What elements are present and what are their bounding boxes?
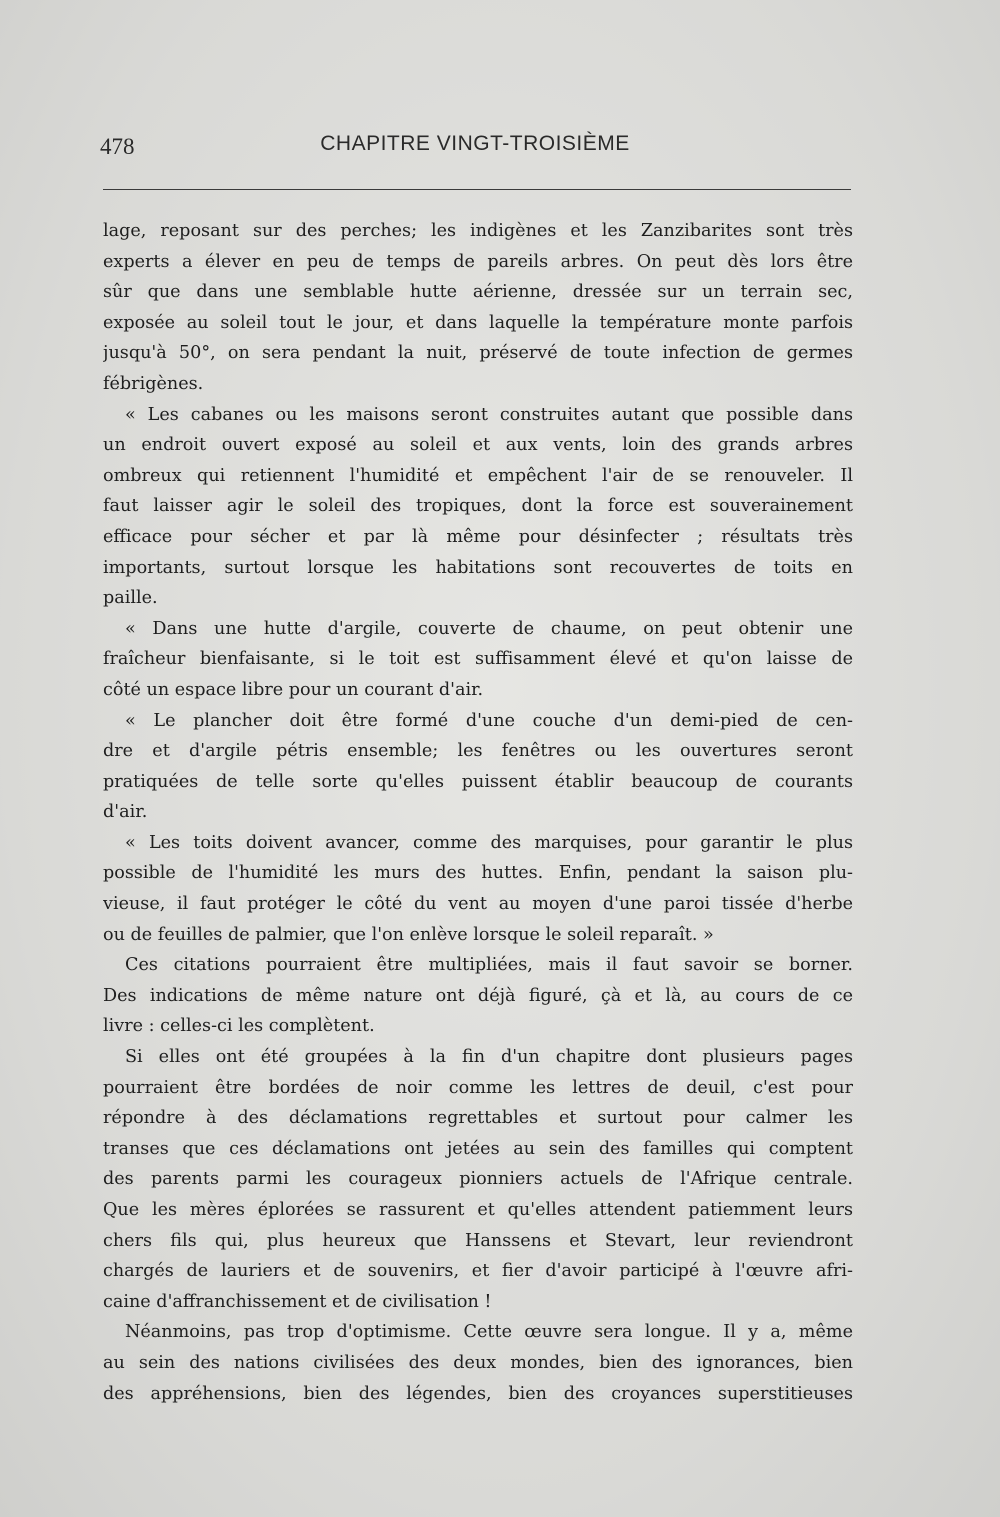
text-line: ou de feuilles de palmier, que l'on enlève lorsque le soleil reparaît. » (103, 924, 714, 945)
text-line: dre et d'argile pétris ensemble; les fenêtres ou les ouvertures seront (103, 741, 853, 762)
text-line: fraîcheur bienfaisante, si le toit est suffisamment élevé et qu'on laisse de (103, 649, 853, 670)
text-line: pratiquées de telle sorte qu'elles puissent établir beaucoup de courants (103, 771, 853, 792)
text-line: Si elles ont été groupées à la fin d'un chapitre dont plusieurs pages (125, 1047, 853, 1068)
text-line: Néanmoins, pas trop d'optimisme. Cette œuvre sera longue. Il y a, même (125, 1322, 853, 1343)
text-line: « Les toits doivent avancer, comme des marquises, pour garantir le plus (125, 832, 853, 853)
text-line: Que les mères éplorées se rassurent et qu'elles attendent patiemment leurs (103, 1200, 853, 1220)
text-line: « Dans une hutte d'argile, couverte de chaume, on peut obtenir une (125, 618, 853, 639)
text-line: des appréhensions, bien des légendes, bien des croyances superstitieuses (103, 1383, 853, 1404)
running-head: CHAPITRE VINGT-TROISIÈME (320, 132, 630, 155)
page-number: 478 (100, 134, 135, 159)
text-line: chargés de lauriers et de souvenirs, et fier d'avoir participé à l'œuvre afri- (103, 1261, 853, 1282)
text-line: fébrigènes. (103, 373, 204, 394)
text-line: chers fils qui, plus heureux que Hanssens et Stevart, leur reviendront (103, 1230, 853, 1251)
text-line: paille. (103, 588, 158, 609)
text-line: d'air. (103, 802, 148, 823)
text-line: possible de l'humidité les murs des huttes. Enfin, pendant la saison plu- (103, 863, 853, 884)
text-line: côté un espace libre pour un courant d'air. (103, 679, 484, 700)
text-line: sûr que dans une semblable hutte aérienne, dressée sur un terrain sec, (103, 282, 853, 303)
text-line: importants, surtout lorsque les habitations sont recouvertes de toits en (103, 557, 853, 578)
body-text (103, 216, 853, 1409)
text-line: des parents parmi les courageux pionniers actuels de l'Afrique centrale. (103, 1169, 853, 1190)
text-line: faut laisser agir le soleil des tropiques, dont la force est souverainement (103, 496, 853, 517)
page-header (100, 128, 850, 168)
text-line: lage, reposant sur des perches; les indigènes et les Zanzibarites sont très (103, 221, 853, 241)
text-line: transes que ces déclamations ont jetées au sein des familles qui comptent (103, 1138, 853, 1159)
header-rule (103, 189, 851, 190)
text-line: répondre à des déclamations regrettables et surtout pour calmer les (103, 1108, 853, 1129)
text-line: caine d'affranchissement et de civilisation ! (103, 1291, 492, 1312)
text-line: jusqu'à 50°, on sera pendant la nuit, préservé de toute infection de germes (103, 343, 853, 364)
text-line: « Les cabanes ou les maisons seront construites autant que possible dans (125, 404, 853, 425)
text-line: Ces citations pourraient être multipliées, mais il faut savoir se borner. (125, 955, 853, 976)
text-line: exposée au soleil tout le jour, et dans laquelle la température monte parfois (103, 312, 853, 333)
text-line: ombreux qui retiennent l'humidité et empêchent l'air de se renouveler. Il (103, 465, 853, 486)
text-line: experts a élever en peu de temps de pareils arbres. On peut dès lors être (103, 251, 853, 272)
text-line: pourraient être bordées de noir comme les lettres de deuil, c'est pour (103, 1077, 853, 1098)
text-line: Des indications de même nature ont déjà figuré, çà et là, au cours de ce (103, 985, 853, 1006)
text-line: efficace pour sécher et par là même pour désinfecter ; résultats très (103, 526, 853, 547)
text-line: au sein des nations civilisées des deux mondes, bien des ignorances, bien (103, 1352, 853, 1373)
text-line: vieuse, il faut protéger le côté du vent au moyen d'une paroi tissée d'herbe (103, 894, 853, 915)
text-line: « Le plancher doit être formé d'une couche d'un demi-pied de cen- (125, 710, 853, 731)
text-line: livre : celles-ci les complètent. (103, 1016, 375, 1037)
text-line: un endroit ouvert exposé au soleil et aux vents, loin des grands arbres (103, 435, 853, 456)
